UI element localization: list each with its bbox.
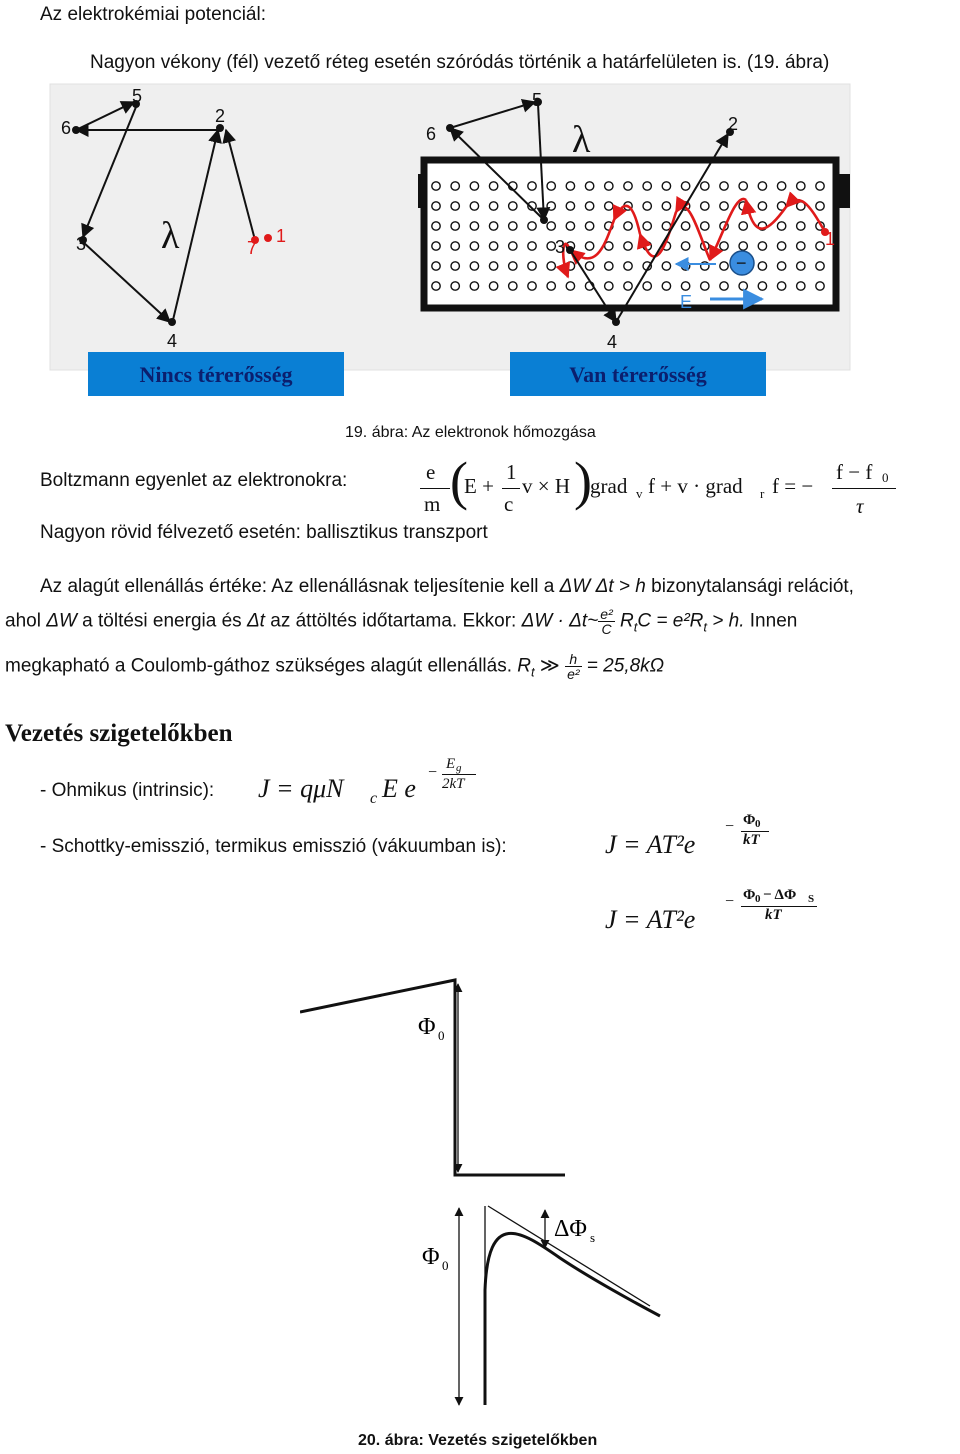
lattice-atom: [470, 182, 478, 190]
ohm-exp-num: E: [446, 756, 456, 772]
lattice-atom: [585, 242, 593, 250]
lattice-atom: [432, 202, 440, 210]
lattice-atom: [662, 202, 670, 210]
lattice-atom: [758, 282, 766, 290]
figure-20-caption: 20. ábra: Vezetés szigetelőkben: [358, 1432, 598, 1449]
lattice-atom: [566, 282, 574, 290]
sch-exp-num: Φ: [743, 812, 756, 828]
dphi-label: ΔΦ: [554, 1216, 587, 1242]
lattice-atom: [816, 202, 824, 210]
sch2-exp-num2: − ΔΦ: [763, 887, 797, 903]
schottky-lowered-equation: [605, 887, 845, 943]
lattice-atom: [758, 202, 766, 210]
lattice-atom: [816, 182, 824, 190]
lattice-atom: [605, 202, 613, 210]
lattice-atom: [624, 262, 632, 270]
sch2-exp-num-sub: 0: [755, 893, 761, 905]
field-label-E: E: [680, 292, 693, 312]
tunnel-l2-m2: R: [620, 610, 634, 632]
lattice-atom: [528, 242, 536, 250]
lattice-atom: [509, 262, 517, 270]
lattice-atom: [509, 282, 517, 290]
left-label-6: 6: [61, 118, 72, 138]
lattice-atom: [720, 282, 728, 290]
lattice-atom: [451, 242, 459, 250]
right-lattice-box: [418, 160, 850, 308]
eq-c: c: [504, 492, 514, 516]
lattice-atom: [797, 262, 805, 270]
lattice-atom: [797, 242, 805, 250]
lattice-atom: [547, 202, 555, 210]
eq-vxH: v × H: [522, 474, 571, 498]
lattice-atom: [720, 242, 728, 250]
lattice-atom: [816, 282, 824, 290]
lattice-atom: [585, 222, 593, 230]
ohm-eq2: E e: [382, 774, 416, 803]
lattice-atom: [681, 282, 689, 290]
lattice-atom: [451, 222, 459, 230]
lattice-atom: [566, 222, 574, 230]
tunnel-l2-d: Innen: [744, 610, 798, 632]
boltzmann-label: Boltzmann egyenlet az elektronokra:: [40, 470, 348, 491]
tunnel-l3-val: = 25,8kΩ: [581, 655, 665, 677]
lattice-atom: [701, 222, 709, 230]
lattice-atom: [662, 182, 670, 190]
eq-f-eq: f = −: [772, 474, 814, 498]
right-lambda: λ: [572, 119, 591, 161]
figure-19-caption: 19. ábra: Az elektronok hőmozgása: [345, 424, 596, 441]
tunnel-l3-r: R: [517, 655, 531, 677]
phi0-top: Φ: [418, 1014, 436, 1040]
lattice-atom: [489, 202, 497, 210]
tunnel-l2-m2-sub: t: [633, 619, 638, 635]
lattice-atom: [624, 282, 632, 290]
tunnel-line-3: [5, 652, 664, 681]
lattice-atom: [432, 222, 440, 230]
tunnel-l2-frac: [598, 607, 614, 636]
lattice-atom: [662, 282, 670, 290]
eq-sub-r: r: [760, 486, 765, 501]
sch2-exp-num2-sub: S: [808, 893, 815, 905]
right-label-3: 3: [555, 237, 566, 257]
lattice-atom: [509, 242, 517, 250]
tunnel-l2-m3-sub: t: [703, 619, 707, 635]
lattice-atom: [566, 182, 574, 190]
left-start-dot-1: [264, 234, 272, 242]
lattice-atom: [451, 182, 459, 190]
tunnel-l3-fnum: h: [565, 652, 581, 667]
tunnel-l2-a: ahol: [5, 610, 47, 632]
tunnel-l3-fden: e²: [567, 666, 580, 682]
tunnel-l1-math: ΔW Δt > h: [559, 576, 646, 597]
figure-20-barrier-step: [300, 960, 720, 1190]
lattice-atom: [547, 182, 555, 190]
lattice-atom: [528, 182, 536, 190]
sch2-exp-num: Φ: [743, 887, 756, 903]
ohm-exp-den: 2kT: [442, 776, 465, 792]
lattice-atom: [720, 202, 728, 210]
schottky-equation: [605, 812, 805, 868]
lattice-atom: [470, 282, 478, 290]
tunnel-l3-frac: [565, 652, 581, 681]
lattice-atom: [777, 182, 785, 190]
lattice-atom: [432, 242, 440, 250]
figure-20-schottky-barrier: [400, 1200, 800, 1430]
lattice-atom: [547, 222, 555, 230]
lattice-atom: [720, 182, 728, 190]
ohm-exp-num-sub: g: [456, 762, 462, 774]
tunnel-line-1: [40, 576, 854, 599]
left-label-5: 5: [132, 86, 143, 106]
lattice-atom: [777, 282, 785, 290]
lattice-atom: [797, 182, 805, 190]
lattice-atom: [547, 282, 555, 290]
tunnel-l2-m4: > h.: [707, 610, 745, 632]
lattice-atom: [509, 222, 517, 230]
eq-one-line: [502, 488, 520, 489]
lattice-atom: [489, 242, 497, 250]
eq-m: m: [424, 492, 441, 516]
eq-mid: f + v · grad: [648, 474, 743, 498]
lattice-atom: [489, 262, 497, 270]
lattice-atom: [720, 262, 728, 270]
right-label-5: 5: [532, 90, 543, 110]
ohmic-label: - Ohmikus (intrinsic):: [40, 780, 215, 801]
lattice-atom: [643, 202, 651, 210]
sch2-eq: J = AT²e: [605, 905, 696, 934]
lattice-atom: [547, 262, 555, 270]
lattice-atom: [662, 262, 670, 270]
lattice-atom: [681, 242, 689, 250]
lattice-atom: [758, 182, 766, 190]
tunnel-l2-dw: ΔW: [46, 610, 77, 632]
tunnel-l2-fden: C: [601, 621, 612, 637]
tunnel-l2-c: az áttöltés időtartama. Ekkor:: [264, 610, 522, 632]
eq-e: e: [426, 460, 436, 484]
lattice-atom: [643, 282, 651, 290]
lattice-atom: [470, 222, 478, 230]
lattice-atom: [816, 242, 824, 250]
left-label-1: 1: [276, 226, 287, 246]
eq-frac-line: [420, 488, 450, 489]
eq-tau: τ: [856, 494, 864, 518]
tunnel-l2-b: a töltési energia és: [76, 610, 247, 632]
ohm-exp-minus: −: [428, 764, 438, 781]
lattice-atom: [739, 182, 747, 190]
lattice-atom: [701, 282, 709, 290]
lattice-atom: [739, 222, 747, 230]
left-lambda: λ: [161, 215, 180, 257]
lattice-atom: [739, 242, 747, 250]
eq-num: f − f: [836, 460, 873, 484]
lattice-atom: [758, 262, 766, 270]
eq-one: 1: [506, 460, 517, 484]
lattice-atom: [470, 262, 478, 270]
lattice-atom: [701, 182, 709, 190]
lattice-atom: [451, 202, 459, 210]
lattice-atom: [585, 182, 593, 190]
lattice-atom: [585, 202, 593, 210]
right-label-6: 6: [426, 124, 437, 144]
schottky-label: - Schottky-emisszió, termikus emisszió (vákuumban is):: [40, 836, 507, 857]
lattice-atom: [777, 242, 785, 250]
lattice-atom: [624, 182, 632, 190]
lattice-atom: [797, 282, 805, 290]
right-label-2: 2: [728, 114, 739, 134]
right-banner-label: Van térerősség: [569, 362, 707, 387]
lattice-atom: [451, 262, 459, 270]
lattice-atom: [489, 222, 497, 230]
lattice-atom: [758, 242, 766, 250]
ballistic-text: Nagyon rövid félvezető esetén: ballisztikus transzport: [40, 522, 488, 543]
lattice-atom: [451, 282, 459, 290]
sch-exp-minus: −: [725, 818, 735, 835]
sch2-exp-minus: −: [725, 893, 735, 910]
ohm-exp-line: [442, 774, 476, 775]
lattice-atom: [605, 282, 613, 290]
sch-exp-den: kT: [743, 832, 760, 848]
right-label-1: 1: [825, 229, 836, 249]
lowered-barrier-curve: [485, 1233, 660, 1405]
tunnel-l2-dt: Δt: [246, 610, 265, 632]
lattice-atom: [681, 182, 689, 190]
lattice-atom: [739, 282, 747, 290]
lattice-atom: [489, 182, 497, 190]
lattice-atom: [816, 262, 824, 270]
sch2-exp-den: kT: [765, 907, 782, 923]
lattice-atom: [432, 282, 440, 290]
left-label-4: 4: [167, 331, 178, 351]
lattice-atom: [528, 262, 536, 270]
eq-paren-left: (: [450, 451, 468, 511]
ohmic-equation: [258, 756, 518, 810]
lattice-atom: [777, 222, 785, 230]
eq-sub-v: v: [636, 486, 643, 501]
lattice-atom: [624, 222, 632, 230]
electron-sign: −: [736, 253, 747, 273]
tunnel-line-2: [5, 607, 797, 636]
tunnel-l3-r-sub: t: [531, 664, 535, 680]
left-banner-label: Nincs térerősség: [139, 362, 293, 387]
lattice-atom: [701, 202, 709, 210]
tunnel-l3-gg: ≫: [534, 655, 566, 677]
page-title: Az elektrokémiai potenciál:: [40, 4, 266, 25]
left-label-2: 2: [215, 106, 226, 126]
barrier-step-curve: [300, 980, 565, 1175]
lattice-atom: [605, 182, 613, 190]
right-label-4: 4: [607, 332, 618, 352]
eq-inner: E +: [464, 474, 494, 498]
lattice-atom: [432, 262, 440, 270]
lattice-atom: [509, 202, 517, 210]
lattice-atom: [528, 282, 536, 290]
lattice-atom: [566, 202, 574, 210]
sch-eq: J = AT²e: [605, 830, 696, 859]
left-label-3: 3: [76, 234, 87, 254]
lattice-atom: [681, 222, 689, 230]
lattice-atom: [585, 262, 593, 270]
eq-grad-v: grad: [590, 474, 628, 498]
ohm-eq-sub: c: [370, 790, 378, 807]
tunnel-l1-b: bizonytalansági relációt,: [645, 576, 854, 597]
sch-exp-num-sub: 0: [755, 818, 761, 830]
tunnel-l3-a: megkapható a Coulomb-gáthoz szükséges alagút ellenállás.: [5, 655, 518, 677]
lattice-atom: [643, 222, 651, 230]
phi0-bottom-sub: 0: [442, 1258, 449, 1273]
lattice-atom: [605, 262, 613, 270]
left-label-7: 7: [247, 238, 258, 258]
dphi-sub: s: [590, 1230, 596, 1245]
figure-19-electron-motion: [48, 82, 852, 402]
intro-text: Nagyon vékony (fél) vezető réteg esetén szóródás történik a határfelületen is. (19. ábra): [90, 52, 830, 73]
lattice-atom: [797, 222, 805, 230]
lattice-atom: [470, 242, 478, 250]
lattice-atom: [489, 282, 497, 290]
lattice-atom: [470, 202, 478, 210]
boltzmann-equation: [420, 451, 910, 522]
lattice-atom: [528, 222, 536, 230]
phi0-top-sub: 0: [438, 1028, 445, 1043]
eq-num-sub: 0: [882, 470, 889, 485]
tunnel-l1-a: Az alagút ellenállás értéke: Az ellenállásnak teljesítenie kell a: [40, 576, 560, 597]
tunnel-l2-m3: C = e²R: [637, 610, 704, 632]
tunnel-l2-fnum: e²: [600, 606, 613, 622]
lattice-atom: [624, 242, 632, 250]
lattice-atom: [643, 182, 651, 190]
lattice-atom: [432, 182, 440, 190]
lattice-atom: [566, 262, 574, 270]
phi0-bottom: Φ: [422, 1244, 440, 1270]
lattice-atom: [777, 262, 785, 270]
insulators-heading: Vezetés szigetelőkben: [5, 720, 233, 747]
ohm-eq: J = qμN: [258, 774, 344, 803]
tunnel-l2-m1: ΔW · Δt~: [521, 610, 599, 632]
eq-paren-right: ): [574, 451, 592, 511]
eq-rhs-line: [832, 488, 896, 489]
